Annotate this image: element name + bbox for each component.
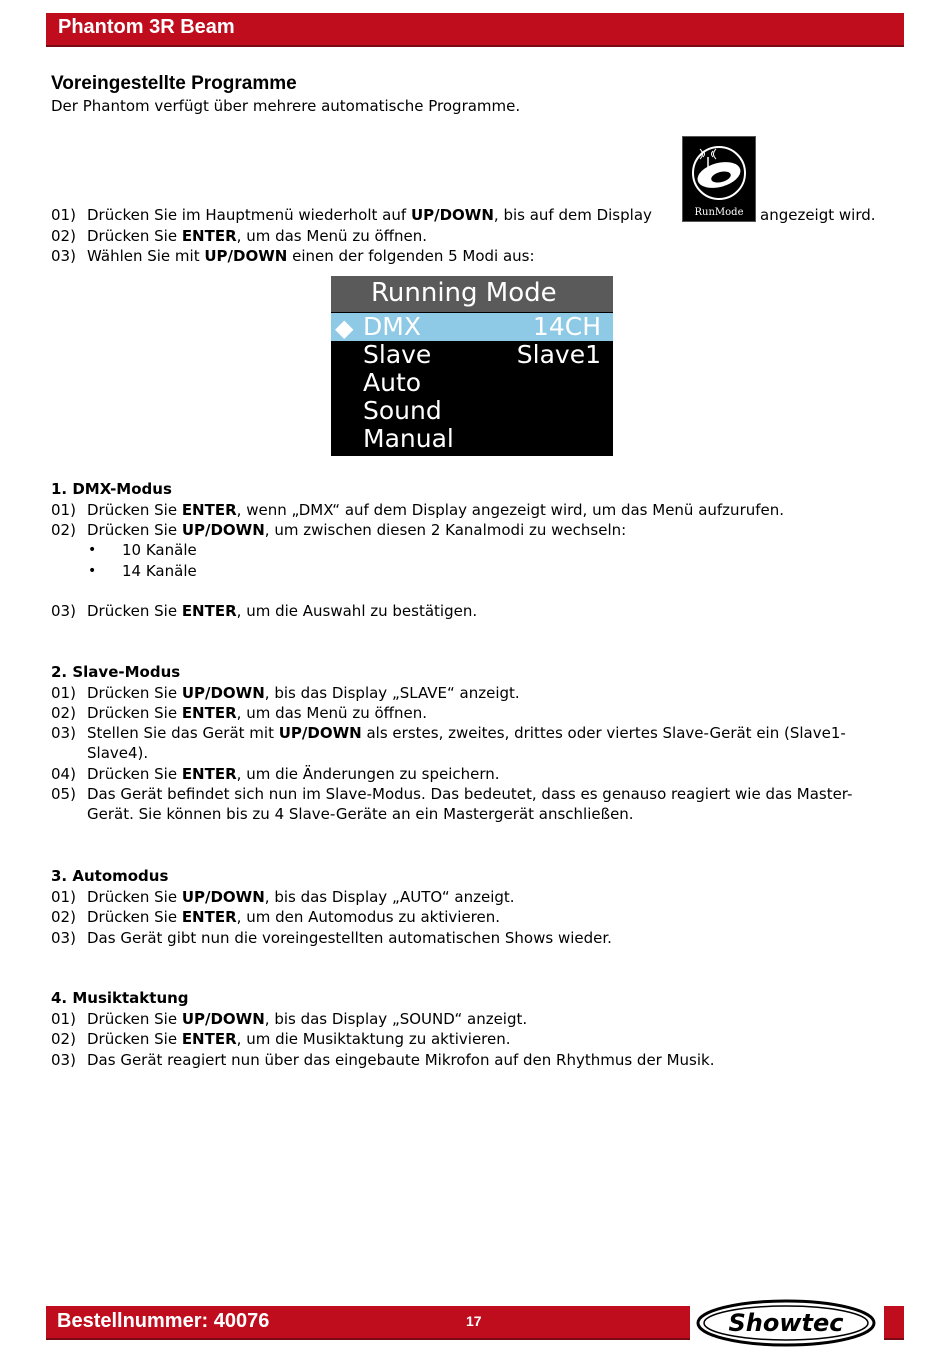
step-text: Drücken Sie ENTER, um die Musiktaktung zu aktivieren.: [87, 1030, 511, 1048]
step-number: 03): [51, 929, 76, 947]
step-text: Stellen Sie das Gerät mit UP/DOWN als erstes, zweites, drittes oder viertes Slave-Gerät ein (Slave1-Slave4).: [87, 724, 846, 762]
footer-bar: [46, 1306, 690, 1340]
lcd-row-label: DMX: [363, 312, 421, 341]
step-number: 03): [51, 724, 76, 742]
step-number: 01): [51, 888, 76, 906]
step-text: Das Gerät befindet sich nun im Slave-Modus. Das bedeutet, dass es genauso reagiert wie das Master-Gerät. Sie können bis zu 4 Slave-Geräte an ein Mastergerät anschließen.: [87, 785, 853, 823]
step-text: Drücken Sie im Hauptmenü wiederholt auf UP/DOWN, bis auf dem Display: [87, 206, 652, 224]
step-number: 01): [51, 501, 76, 519]
step-text: Wählen Sie mit UP/DOWN einen der folgenden 5 Modi aus:: [87, 247, 535, 265]
lcd-title-bar: [331, 276, 613, 312]
lcd-row: [331, 397, 613, 425]
step-number: 01): [51, 206, 76, 224]
step-number: 03): [51, 602, 76, 620]
step-text-continued: angezeigt wird.: [760, 206, 876, 224]
subsection-title: 3. Automodus: [51, 867, 169, 885]
lcd-row-label: Slave: [363, 340, 432, 369]
lcd-row: [331, 369, 613, 397]
step-text: Drücken Sie UP/DOWN, bis das Display „SOUND“ anzeigt.: [87, 1010, 528, 1028]
order-number: Bestellnummer: 40076: [57, 1310, 270, 1332]
brand-name: Showtec: [728, 1309, 844, 1337]
lcd-row-label: Manual: [363, 424, 454, 453]
step-number: 04): [51, 765, 76, 783]
step-text: Drücken Sie ENTER, wenn „DMX“ auf dem Display angezeigt wird, um das Menü aufzurufen.: [87, 501, 785, 519]
bullet-item: 14 Kanäle: [122, 562, 197, 580]
step-number: 03): [51, 247, 76, 265]
run-mode-icon-label: RunMode: [694, 207, 744, 218]
selection-marker-icon: ◆: [335, 314, 354, 342]
bullet-item: 10 Kanäle: [122, 541, 197, 559]
lcd-row-label: Sound: [363, 396, 442, 425]
step-number: 01): [51, 1010, 76, 1028]
lcd-row-value: Slave1: [516, 340, 601, 369]
step-number: 05): [51, 785, 76, 803]
step-text: Drücken Sie ENTER, um den Automodus zu aktivieren.: [87, 908, 501, 926]
lcd-row-label: Auto: [363, 368, 422, 397]
run-mode-icon: [682, 136, 756, 222]
showtec-logo: [695, 1298, 877, 1348]
step-text: Drücken Sie ENTER, um die Auswahl zu bestätigen.: [87, 602, 478, 620]
lcd-display: [331, 276, 613, 456]
section-intro: Der Phantom verfügt über mehrere automatische Programme.: [51, 97, 521, 115]
page-number: 17: [466, 1313, 482, 1329]
subsection-title: 4. Musiktaktung: [51, 989, 189, 1007]
lcd-row-selected: [331, 313, 613, 341]
document-title: Phantom 3R Beam: [58, 16, 235, 38]
step-text: Das Gerät reagiert nun über das eingebaute Mikrofon auf den Rhythmus der Musik.: [87, 1051, 715, 1069]
step-text: Drücken Sie UP/DOWN, bis das Display „SLAVE“ anzeigt.: [87, 684, 520, 702]
step-text: Drücken Sie ENTER, um das Menü zu öffnen.: [87, 227, 427, 245]
bullet-icon: •: [88, 563, 97, 579]
lcd-row: [331, 341, 613, 369]
step-number: 01): [51, 684, 76, 702]
footer-accent: [884, 1306, 904, 1340]
step-number: 02): [51, 704, 76, 722]
step-number: 02): [51, 521, 76, 539]
step-text: Drücken Sie UP/DOWN, bis das Display „AUTO“ anzeigt.: [87, 888, 515, 906]
step-number: 02): [51, 908, 76, 926]
step-number: 02): [51, 1030, 76, 1048]
lcd-title: Running Mode: [371, 278, 557, 308]
step-number: 03): [51, 1051, 76, 1069]
step-text: Drücken Sie ENTER, um das Menü zu öffnen.: [87, 704, 427, 722]
step-text: Drücken Sie UP/DOWN, um zwischen diesen 2 Kanalmodi zu wechseln:: [87, 521, 627, 539]
lcd-row-value: 14CH: [532, 312, 601, 341]
step-text: Das Gerät gibt nun die voreingestellten automatischen Shows wieder.: [87, 929, 612, 947]
subsection-title: 2. Slave-Modus: [51, 663, 181, 681]
step-number: 02): [51, 227, 76, 245]
bullet-icon: •: [88, 542, 97, 558]
lcd-row: [331, 425, 613, 453]
subsection-title: 1. DMX-Modus: [51, 480, 172, 498]
section-heading: Voreingestellte Programme: [51, 73, 297, 94]
header-bar: [46, 13, 904, 47]
step-text: Drücken Sie ENTER, um die Änderungen zu speichern.: [87, 765, 500, 783]
